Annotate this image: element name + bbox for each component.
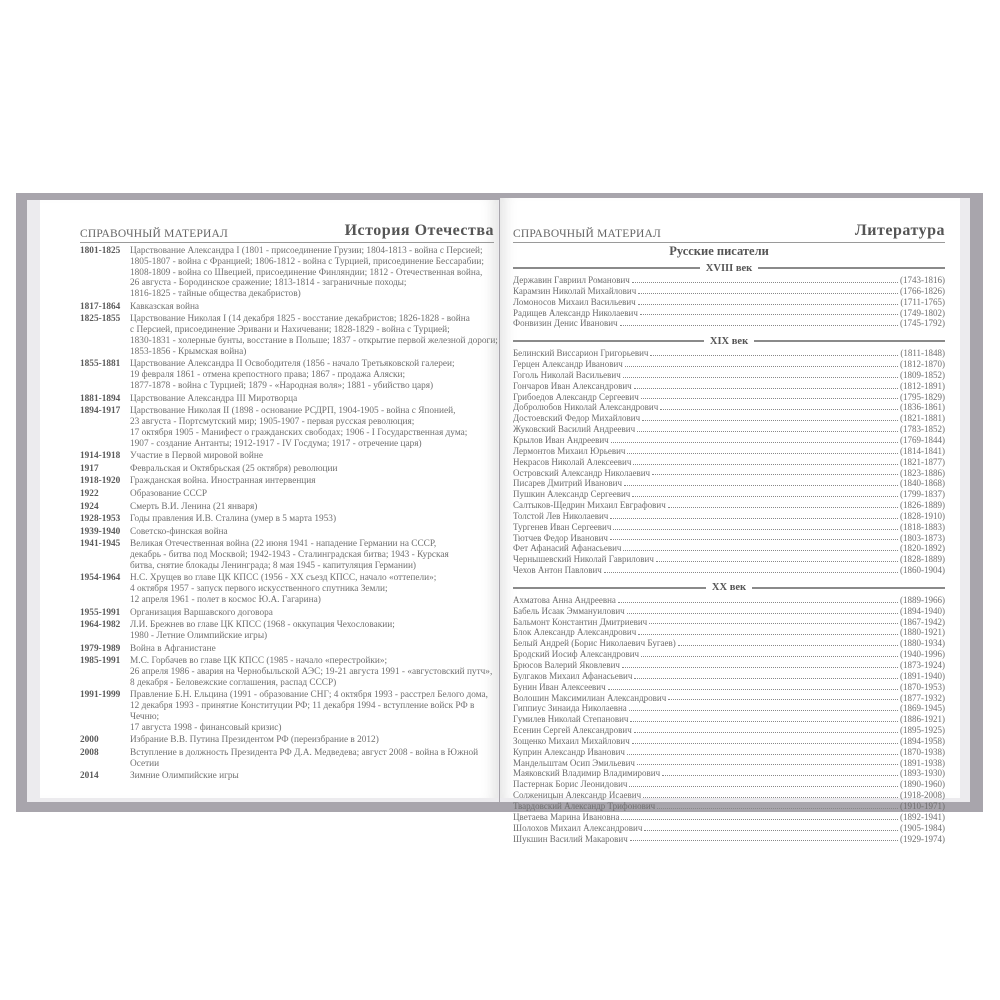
- entry-years: 1817-1864: [80, 301, 121, 312]
- entry-years: 1917: [80, 463, 99, 474]
- writer-name: Бабель Исаак Эммануилович: [513, 605, 625, 616]
- writer-years: (1743-1816): [900, 275, 945, 285]
- writer-name: Шукшин Василий Макарович: [513, 833, 628, 844]
- writer-years: (1745-1792): [900, 318, 945, 329]
- entry-text: Царствование Николая I (14 декабря 1825 - восстание декабристов; 1826-1828 - война с Персией, присоединение Эривани и Нахичевани; 1828-1829 - война с Турцией; 1830-1831 - холерные бунты, восстание в Польше; 1837 - открытие первой железной дороги; 1853-1856 - Крымская война): [130, 314, 498, 357]
- dot-leader: [638, 627, 898, 635]
- writer-years: (1905-1984): [900, 822, 945, 833]
- entry-text: Гражданская война. Иностранная интервенция: [130, 476, 316, 487]
- writer-row: [513, 649, 945, 660]
- writer-row: [513, 468, 945, 479]
- timeline-entry: [80, 502, 500, 513]
- dot-leader: [638, 286, 898, 294]
- entry-text: Участие в Первой мировой войне: [130, 451, 263, 462]
- writer-row: [513, 402, 945, 413]
- writer-row: [513, 703, 945, 714]
- timeline-entry: [80, 314, 500, 357]
- timeline-entry: [80, 359, 500, 391]
- writer-row: [513, 693, 945, 704]
- timeline-entry: [80, 771, 500, 782]
- writer-years: (1811-1848): [900, 348, 945, 359]
- century-group: [513, 262, 945, 329]
- writer-row: [513, 714, 945, 725]
- dot-leader: [657, 801, 898, 809]
- dot-leader: [610, 511, 898, 519]
- dot-leader: [634, 381, 898, 389]
- writer-years: (1809-1852): [900, 369, 945, 380]
- writer-years: (1893-1930): [900, 768, 945, 779]
- century-label: XX век: [711, 582, 747, 594]
- writer-name: Некрасов Николай Алексеевич: [513, 456, 632, 467]
- writer-name: Булгаков Михаил Афанасьевич: [513, 670, 633, 681]
- writers-subtitle: Русские писатели: [669, 244, 769, 258]
- writer-row: [513, 522, 945, 533]
- writer-row: [513, 823, 945, 834]
- entry-text: Февральская и Октябрьская (25 октября) революции: [130, 463, 338, 474]
- timeline-entry: [80, 539, 500, 571]
- writer-years: (1880-1934): [900, 638, 945, 649]
- writer-row: [513, 736, 945, 747]
- dot-leader: [637, 424, 898, 432]
- writer-row: [513, 617, 945, 628]
- writer-years: (1873-1924): [900, 660, 945, 670]
- writer-years: (1711-1765): [900, 296, 945, 307]
- entry-text: Зимние Олимпийские игры: [130, 771, 239, 782]
- entry-text: Война в Афганистане: [130, 643, 216, 654]
- writer-name: Бунин Иван Алексеевич: [513, 681, 606, 692]
- writer-years: (1814-1841): [900, 445, 945, 456]
- writer-name: Салтыков-Щедрин Михаил Евграфович: [513, 500, 666, 511]
- writer-name: Маяковский Владимир Владимирович: [513, 768, 661, 779]
- dot-leader: [630, 714, 898, 722]
- writer-years: (1894-1940): [900, 605, 945, 616]
- dot-leader: [630, 834, 898, 842]
- writer-name: Белый Андрей (Борис Николаевич Бугаев): [513, 638, 676, 649]
- writer-name: Чехов Антон Павлович: [513, 565, 602, 576]
- writer-row: [513, 308, 945, 319]
- right-page-header: [513, 218, 945, 243]
- entry-years: 1979-1989: [80, 643, 121, 654]
- entry-years: 2008: [80, 748, 99, 758]
- writer-years: (1826-1889): [900, 500, 945, 511]
- writer-name: Державин Гавриил Романович: [513, 275, 630, 285]
- writer-row: [513, 286, 945, 297]
- writer-name: Фонвизин Денис Иванович: [513, 318, 618, 329]
- writer-years: (1812-1891): [900, 380, 945, 391]
- dot-leader: [627, 606, 898, 614]
- entry-years: 1964-1982: [80, 620, 121, 631]
- divider-line: [754, 340, 945, 342]
- writer-name: Писарев Дмитрий Иванович: [513, 478, 623, 489]
- dot-leader: [625, 359, 898, 367]
- divider-line: [513, 267, 700, 269]
- divider-line: [513, 340, 704, 342]
- writer-row: [513, 660, 945, 671]
- writer-name: Добролюбов Николай Александрович: [513, 402, 659, 413]
- writer-row: [513, 500, 945, 511]
- writer-name: Радищев Александр Николаевич: [513, 307, 638, 318]
- writer-years: (1803-1873): [900, 532, 945, 543]
- page-title: История Отечества: [344, 222, 494, 239]
- entry-years: 2014: [80, 771, 99, 782]
- entry-text: Л.И. Брежнев во главе ЦК КПСС (1968 - оккупация Чехословакии; 1980 - Летние Олимпийские игры): [130, 620, 395, 642]
- writer-name: Бальмонт Константин Дмитриевич: [513, 616, 648, 627]
- writer-row: [513, 348, 945, 359]
- writer-name: Лермонтов Михаил Юрьевич: [513, 445, 626, 456]
- writer-years: (1895-1925): [900, 725, 945, 736]
- writer-name: Цветаева Марина Ивановна: [513, 811, 620, 822]
- writer-years: (1929-1974): [900, 833, 945, 844]
- dot-leader: [627, 446, 898, 454]
- century-group: [513, 582, 945, 844]
- writer-name: Толстой Лев Николаевич: [513, 510, 609, 521]
- section-label: СПРАВОЧНЫЙ МАТЕРИАЛ: [513, 228, 662, 240]
- timeline-entry: [80, 489, 500, 500]
- dot-leader: [632, 489, 898, 497]
- timeline-entry: [80, 748, 500, 770]
- writer-row: [513, 671, 945, 682]
- writer-name: Жуковский Василий Андреевич: [513, 424, 636, 435]
- entry-text: Образование СССР: [130, 488, 208, 499]
- writer-years: (1877-1932): [900, 692, 945, 703]
- dot-leader: [610, 533, 898, 541]
- writer-row: [513, 812, 945, 823]
- writer-row: [513, 370, 945, 381]
- entry-text: Организация Варшавского договора: [130, 607, 273, 618]
- timeline-entry: [80, 302, 500, 313]
- writer-row: [513, 565, 945, 576]
- writer-name: Фет Афанасий Афанасьевич: [513, 543, 622, 554]
- century-heading: [513, 335, 945, 347]
- writer-years: (1795-1829): [900, 391, 945, 402]
- divider-line: [513, 587, 706, 589]
- timeline-entry: [80, 246, 500, 300]
- writer-years: (1891-1940): [900, 670, 945, 681]
- entry-years: 1941-1945: [80, 539, 121, 550]
- entry-years: 1924: [80, 501, 99, 512]
- writer-years: (1812-1870): [900, 359, 945, 370]
- writer-name: Герцен Александр Иванович: [513, 359, 623, 370]
- timeline-entry: [80, 476, 500, 487]
- dot-leader: [652, 468, 898, 476]
- entry-text: Царствование Александра I (1801 - присоединение Грузии; 1804-1813 - война с Персией; 1805-1807 - война с Францией; 1806-1812 - война с Турцией, присоединение Бессарабии; 1808-1809 - война со Швецией, присоединение Финляндии; 1812 - Отечественная война, 26 августа - Бородинское сражение; 1813-1814 - заграничные походы; 1816-1825 - тайные общества декабристов): [130, 246, 484, 300]
- dot-leader: [668, 500, 898, 508]
- writer-years: (1749-1802): [900, 307, 945, 318]
- entry-years: 1928-1953: [80, 514, 121, 525]
- writer-row: [513, 478, 945, 489]
- writer-name: Чернышевский Николай Гаврилович: [513, 554, 654, 565]
- writer-name: Есенин Сергей Александрович: [513, 725, 632, 736]
- writer-years: (1869-1945): [900, 703, 945, 714]
- entry-years: 1922: [80, 488, 99, 499]
- dot-leader: [662, 768, 898, 776]
- entry-years: 1894-1917: [80, 406, 121, 417]
- writer-years: (1880-1921): [900, 627, 945, 638]
- writer-years: (1821-1877): [900, 456, 945, 467]
- writer-years: (1828-1910): [900, 510, 945, 521]
- dot-leader: [678, 638, 898, 646]
- writer-years: (1818-1883): [900, 521, 945, 532]
- page-title: Литература: [854, 222, 945, 239]
- entry-years: 1855-1881: [80, 359, 121, 370]
- writer-row: [513, 413, 945, 424]
- section-label: СПРАВОЧНЫЙ МАТЕРИАЛ: [80, 228, 229, 240]
- entry-years: 1914-1918: [80, 451, 121, 462]
- writer-row: [513, 511, 945, 522]
- entry-text: Н.С. Хрущев во главе ЦК КПСС (1956 - XX съезд КПСС, начало «оттепели»; 4 октября 1957 - запуск первого искусственного спутника Земли; 12 апреля 1961 - полет в космос Ю.А. Гагарина): [130, 573, 437, 606]
- entry-text: Царствование Николая II (1898 - основание РСДРП, 1904-1905 - война с Японией, 23 августа - Портсмутский мир; 1905-1907 - первая русская революция; 17 октября 1905 - Манифест о гражданских свободах; 1906 - I Государственная дума; 1907 - создание Антанты; 1912-1917 - IV Госдума; 1917 - отречение царя): [130, 406, 468, 449]
- dot-leader: [642, 413, 898, 421]
- writer-years: (1870-1953): [900, 681, 945, 692]
- dot-leader: [632, 736, 898, 744]
- writer-name: Пушкин Александр Сергеевич: [513, 489, 631, 500]
- dot-leader: [629, 703, 898, 711]
- entry-text: Кавказская война: [130, 301, 200, 312]
- writer-name: Ахматова Анна Андреевна: [513, 594, 616, 605]
- writer-name: Гумилев Николай Степанович: [513, 714, 629, 725]
- writer-years: (1823-1886): [900, 467, 945, 478]
- divider-line: [758, 267, 945, 269]
- writer-row: [513, 606, 945, 617]
- writers-list: [513, 244, 945, 850]
- century-label: XVIII век: [705, 262, 753, 274]
- writer-row: [513, 424, 945, 435]
- timeline-entry: [80, 608, 500, 619]
- dot-leader: [641, 392, 898, 400]
- entry-years: 2000: [80, 735, 99, 746]
- writer-row: [513, 758, 945, 769]
- dot-leader: [668, 693, 898, 701]
- timeline-entry: [80, 656, 500, 688]
- writer-row: [513, 381, 945, 392]
- writer-name: Пастернак Борис Леонидович: [513, 779, 628, 790]
- dot-leader: [629, 779, 898, 787]
- writer-name: Волошин Максимилиан Александрович: [513, 692, 667, 703]
- divider-line: [752, 587, 945, 589]
- dot-leader: [618, 595, 898, 603]
- timeline-entry: [80, 406, 500, 449]
- timeline-entry: [80, 620, 500, 642]
- century-heading: [513, 262, 945, 274]
- writer-years: (1870-1938): [900, 746, 945, 757]
- writer-years: (1860-1904): [900, 565, 945, 576]
- writer-name: Гиппиус Зинаида Николаевна: [513, 703, 627, 714]
- entry-years: 1954-1964: [80, 573, 121, 584]
- writer-name: Ломоносов Михаил Васильевич: [513, 296, 636, 307]
- entry-years: 1918-1920: [80, 476, 121, 487]
- writer-name: Карамзин Николай Михайлович: [513, 285, 637, 296]
- entry-text: Правление Б.Н. Ельцина (1991 - образование СНГ; 4 октября 1993 - расстрел Белого дома, 12 декабря 1993 - принятие Конституции РФ; 11 декабря 1994 - вступление войск РФ в Чечню; 17 августа 1998 - финансовый кризис): [130, 690, 488, 733]
- writer-years: (1890-1960): [900, 779, 945, 790]
- writer-row: [513, 779, 945, 790]
- writer-name: Брюсов Валерий Яковлевич: [513, 660, 620, 670]
- writer-row: [513, 543, 945, 554]
- entry-text: Вступление в должность Президента РФ Д.А. Медведева; август 2008 - война в Южной Осетии: [130, 748, 479, 769]
- writer-years: (1821-1881): [900, 413, 945, 424]
- dot-leader: [634, 725, 898, 733]
- writer-row: [513, 533, 945, 544]
- writer-years: (1894-1958): [900, 735, 945, 746]
- century-label: XIX век: [709, 335, 749, 347]
- writer-years: (1828-1889): [900, 554, 945, 565]
- writer-row: [513, 768, 945, 779]
- dot-leader: [621, 812, 898, 820]
- entry-text: Избрание В.В. Путина Президентом РФ (переизбрание в 2012): [130, 735, 379, 746]
- writer-row: [513, 834, 945, 845]
- writer-years: (1867-1942): [900, 616, 945, 627]
- dot-leader: [660, 402, 898, 410]
- entry-text: Смерть В.И. Ленина (21 января): [130, 501, 258, 512]
- writer-row: [513, 627, 945, 638]
- writer-years: (1889-1966): [900, 594, 945, 605]
- dot-leader: [638, 297, 899, 305]
- entry-text: Царствование Александра III Миротворца: [130, 393, 298, 404]
- dot-leader: [649, 617, 898, 625]
- entry-years: 1939-1940: [80, 526, 121, 537]
- dot-leader: [623, 543, 898, 551]
- dot-leader: [623, 370, 898, 378]
- writer-name: Белинский Виссарион Григорьевич: [513, 348, 649, 359]
- writer-row: [513, 638, 945, 649]
- writer-row: [513, 682, 945, 693]
- writer-row: [513, 747, 945, 758]
- writer-years: (1799-1837): [900, 489, 945, 500]
- writer-years: (1840-1868): [900, 478, 945, 489]
- dot-leader: [650, 348, 898, 356]
- writer-row: [513, 275, 945, 286]
- timeline-entry: [80, 735, 500, 746]
- entry-text: Великая Отечественная война (22 июня 1941 - нападение Германии на СССР, декабрь - битва под Москвой; 1942-1943 - Сталинградская битва; 1943 - Курская битва, снятие блокады Ленинграда; 8 мая 1945 - капитуляция Германии): [130, 539, 449, 571]
- entry-years: 1955-1991: [80, 607, 121, 618]
- writer-row: [513, 392, 945, 403]
- entry-text: Годы правления И.В. Сталина (умер в 5 марта 1953): [130, 514, 337, 525]
- timeline-entry: [80, 527, 500, 538]
- writer-name: Куприн Александр Иванович: [513, 746, 625, 757]
- writer-years: (1940-1996): [900, 649, 945, 660]
- timeline-entry: [80, 644, 500, 655]
- entry-text: Царствование Александра II Освободителя (1856 - начало Третьяковской галереи; 19 февраля 1861 - отмена крепостного права; 1867 - продажа Аляски; 1877-1878 - война с Турцией; 1879 - «Народная воля»; 1881 - убийство царя): [130, 359, 455, 391]
- writer-years: (1769-1844): [900, 434, 945, 445]
- writer-row: [513, 801, 945, 812]
- writer-name: Шолохов Михаил Александрович: [513, 822, 643, 833]
- dot-leader: [620, 318, 898, 326]
- writer-name: Островский Александр Николаевич: [513, 467, 651, 478]
- left-page-header: [80, 218, 494, 243]
- century-heading: [513, 582, 945, 594]
- writer-row: [513, 435, 945, 446]
- writer-row: [513, 446, 945, 457]
- timeline-entry: [80, 514, 500, 525]
- dot-leader: [641, 649, 898, 657]
- dot-leader: [622, 660, 898, 668]
- timeline-entry: [80, 451, 500, 462]
- writer-years: (1918-2008): [900, 790, 945, 801]
- writer-years: (1892-1941): [900, 811, 945, 822]
- dot-leader: [637, 758, 898, 766]
- dot-leader: [633, 457, 898, 465]
- history-timeline: [80, 246, 500, 784]
- timeline-entry: [80, 573, 500, 605]
- writer-name: Гоголь Николай Васильевич: [513, 369, 621, 380]
- writer-row: [513, 725, 945, 736]
- dot-leader: [604, 565, 898, 573]
- entry-years: 1991-1999: [80, 690, 121, 701]
- writer-row: [513, 297, 945, 308]
- writer-name: Твардовский Александр Трифонович: [513, 800, 656, 811]
- writer-name: Достоевский Федор Михайлович: [513, 413, 641, 424]
- timeline-entry: [80, 394, 500, 405]
- writer-years: (1836-1861): [900, 402, 945, 413]
- writer-row: [513, 457, 945, 468]
- writer-name: Мандельштам Осип Эмильевич: [513, 757, 635, 768]
- writer-name: Бродский Иосиф Александрович: [513, 649, 640, 660]
- writer-years: (1783-1852): [900, 424, 945, 435]
- writer-name: Блок Александр Александрович: [513, 627, 637, 638]
- writer-row: [513, 554, 945, 565]
- entry-years: 1801-1825: [80, 246, 121, 256]
- dot-leader: [643, 790, 898, 798]
- writer-name: Тютчев Федор Иванович: [513, 532, 608, 543]
- entry-text: М.С. Горбачев во главе ЦК КПСС (1985 - начало «перестройки»; 26 апреля 1986 - авария на Чернобыльской АЭС; 19-21 августа 1991 - «августовский путч», 8 декабря - Беловежские соглашения, распад СССР): [130, 656, 493, 688]
- timeline-entry: [80, 690, 500, 733]
- entry-years: 1985-1991: [80, 656, 121, 667]
- writer-years: (1766-1826): [900, 285, 945, 296]
- dot-leader: [632, 275, 898, 283]
- writer-name: Крылов Иван Андреевич: [513, 434, 609, 445]
- dot-leader: [656, 554, 898, 562]
- dot-leader: [608, 682, 898, 690]
- writer-name: Зощенко Михаил Михайлович: [513, 735, 630, 746]
- entry-text: Советско-финская война: [130, 526, 228, 537]
- entry-years: 1881-1894: [80, 393, 121, 404]
- dot-leader: [624, 478, 898, 486]
- dot-leader: [634, 671, 898, 679]
- writer-row: [513, 489, 945, 500]
- dot-leader: [613, 522, 898, 530]
- writer-name: Солженицын Александр Исаевич: [513, 790, 642, 801]
- dot-leader: [644, 823, 898, 831]
- dot-leader: [640, 308, 898, 316]
- dot-leader: [611, 435, 898, 443]
- writer-name: Гончаров Иван Александрович: [513, 380, 632, 391]
- century-group: [513, 335, 945, 576]
- writer-row: [513, 359, 945, 370]
- writer-years: (1820-1892): [900, 543, 945, 554]
- writer-years: (1910-1971): [900, 800, 945, 811]
- dot-leader: [627, 747, 898, 755]
- writer-years: (1886-1921): [900, 714, 945, 725]
- timeline-entry: [80, 464, 500, 475]
- writer-row: [513, 318, 945, 329]
- writer-name: Тургенев Иван Сергеевич: [513, 521, 612, 532]
- writer-row: [513, 790, 945, 801]
- writer-years: (1891-1938): [900, 757, 945, 768]
- writer-row: [513, 595, 945, 606]
- entry-years: 1825-1855: [80, 314, 121, 325]
- writer-name: Грибоедов Александр Сергеевич: [513, 391, 639, 402]
